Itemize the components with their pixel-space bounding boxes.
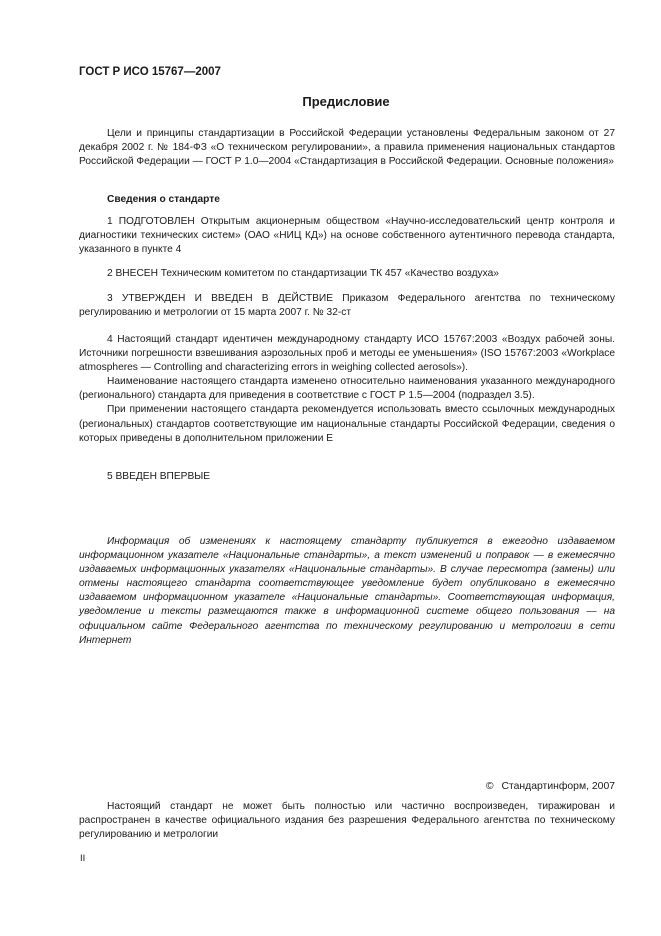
copyright-text: Стандартинформ, 2007 bbox=[501, 781, 615, 792]
item-1-block bbox=[79, 215, 615, 257]
reproduction-block bbox=[79, 800, 615, 842]
intro-paragraph: Цели и принципы стандартизации в Российской Федерации установлены Федеральным законом от 27 декабря 2002 г. № 184-ФЗ «О техническом регулировании», а правила применения национальных стандартов Российской Федерации — ГОСТ Р 1.0—2004 «Стандартизация в Российской Федерации. Основные положения» bbox=[79, 128, 615, 168]
copyright-line bbox=[486, 781, 615, 792]
item-5-block bbox=[79, 470, 615, 484]
item-5-paragraph: 5 ВВЕДЕН ВПЕРВЫЕ bbox=[107, 471, 211, 482]
item-4-block bbox=[79, 333, 615, 446]
copyright-icon: © bbox=[485, 781, 494, 792]
notice-block bbox=[79, 535, 615, 648]
standard-code-header: ГОСТ Р ИСО 15767—2007 bbox=[79, 66, 221, 78]
item-4-paragraph-3: При применении настоящего стандарта рекомендуется использовать вместо ссылочных международных (региональных) стандартов соответствующие им национальные стандарты Российской Федерации, сведения о которых приведены в дополнительном приложении Е bbox=[79, 404, 615, 444]
item-4-paragraph-1: 4 Настоящий стандарт идентичен международному стандарту ИСО 15767:2003 «Воздух рабочей зоны. Источники погрешности взвешивания аэрозольных проб и методы ее уменьшения» (ISO 15767:2003 «Workplace atmospheres — Controlling and characterizing errors in weighing collected aerosols»). bbox=[79, 334, 615, 374]
page-title: Предисловие bbox=[302, 94, 390, 109]
item-2-block bbox=[79, 267, 615, 281]
item-1-paragraph: 1 ПОДГОТОВЛЕН Открытым акционерным обществом «Научно-исследовательский центр контроля и диагностики технических систем» (ОАО «НИЦ КД») на основе собственного аутентичного перевода стандарта, указанного в пункте 4 bbox=[79, 216, 615, 256]
info-heading: Сведения о стандарте bbox=[107, 194, 220, 205]
page-number: II bbox=[80, 853, 86, 864]
intro-paragraph-block bbox=[79, 127, 615, 169]
item-2-paragraph: 2 ВНЕСЕН Техническим комитетом по стандартизации ТК 457 «Качество воздуха» bbox=[107, 268, 499, 279]
item-4-paragraph-2: Наименование настоящего стандарта изменено относительно наименования указанного международного (регионального) стандарта для приведения в соответствие с ГОСТ Р 1.5—2004 (подраздел 3.5). bbox=[79, 376, 615, 402]
reproduction-paragraph: Настоящий стандарт не может быть полностью или частично воспроизведен, тиражирован и распространен в качестве официального издания без разрешения Федерального агентства по техническому регулированию и метрологии bbox=[79, 801, 615, 841]
item-3-block bbox=[79, 292, 615, 320]
notice-paragraph: Информация об изменениях к настоящему стандарту публикуется в ежегодно издаваемом информационном указателе «Национальные стандарты», а текст изменений и поправок — в ежемесячно издаваемых информационных указателях «Национальные стандарты». В случае пересмотра (замены) или отмены настоящего стандарта соответствующее уведомление будет опубликовано в ежемесячно издаваемом информационном указателе «Национальные стандарты». Соответствующая информация, уведомление и тексты размещаются также в информационной системе общего пользования — на официальном сайте Федерального агентства по техническому регулированию и метрологии в сети Интернет bbox=[79, 536, 615, 646]
item-3-paragraph: 3 УТВЕРЖДЕН И ВВЕДЕН В ДЕЙСТВИЕ Приказом Федерального агентства по техническому регулированию и метрологии от 15 марта 2007 г. № 32-ст bbox=[79, 293, 615, 319]
